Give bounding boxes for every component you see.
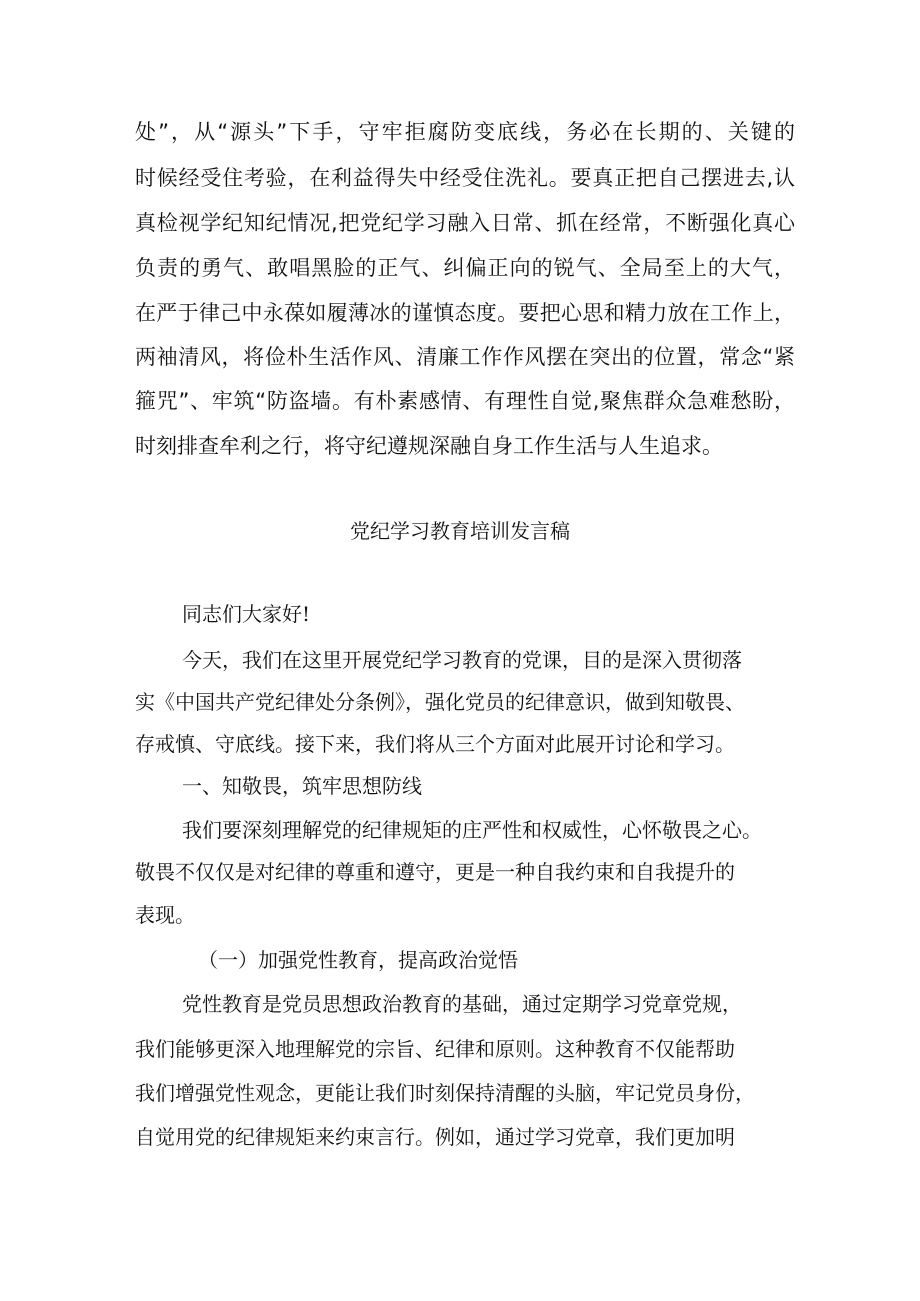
top-paragraph-line-1: 处”，从“源头”下手，守牢拒腐防变底线，务必在长期的、关键的 [135,120,795,144]
intro-paragraph-line-3: 存戒慎、守底线。接下来，我们将从三个方面对此展开讨论和学习。 [135,732,735,756]
top-paragraph-line-2: 时候经受住考验，在利益得失中经受住洗礼。要真正把自己摆进去,认 [135,166,795,190]
section-1-paragraph-line-1: 我们要深刻理解党的纪律规矩的庄严性和权威性，心怀敬畏之心。 [182,818,762,842]
section-1-paragraph-line-2: 敬畏不仅仅是对纪律的尊重和遵守，更是一种自我约束和自我提升的 [135,860,735,884]
speech-title: 党纪学习教育培训发言稿 [350,519,570,543]
top-paragraph-line-3: 真检视学纪知纪情况,把党纪学习融入日常、抓在经常，不断强化真心 [135,211,795,235]
top-paragraph-line-4: 负责的勇气、敢唱黑脸的正气、纠偏正向的锐气、全局至上的大气， [135,256,795,280]
section-1-paragraph-line-3: 表现。 [135,903,195,927]
top-paragraph-line-5: 在严于律己中永葆如履薄冰的谨慎态度。要把心思和精力放在工作上， [135,301,795,325]
greeting: 同志们大家好! [182,602,311,626]
top-paragraph-line-6: 两袖清风，将俭朴生活作风、清廉工作作风摆在突出的位置，常念“紧 [135,345,795,369]
subsection-1-heading: （一）加强党性教育，提高政治觉悟 [198,948,518,972]
subsection-1-paragraph-line-4: 自觉用党的纪律规矩来约束言行。例如，通过学习党章，我们更加明 [135,1125,735,1149]
subsection-1-paragraph-line-2: 我们能够更深入地理解党的宗旨、纪律和原则。这种教育不仅能帮助 [135,1037,735,1061]
intro-paragraph-line-1: 今天，我们在这里开展党纪学习教育的党课，目的是深入贯彻落 [182,648,742,672]
top-paragraph-line-8: 时刻排查牟利之行，将守纪遵规深融自身工作生活与人生追求。 [135,434,723,458]
section-1-heading: 一、知敬畏，筑牢思想防线 [182,774,422,798]
subsection-1-paragraph-line-1: 党性教育是党员思想政治教育的基础，通过定期学习党章党规， [182,992,742,1016]
intro-paragraph-line-2: 实《中国共产党纪律处分条例》，强化党员的纪律意识，做到知敬畏、 [135,690,745,714]
top-paragraph-line-7: 箍咒”、牢筑“防盗墙。有朴素感情、有理性自觉,聚焦群众急难愁盼， [135,389,795,413]
subsection-1-paragraph-line-3: 我们增强党性观念，更能让我们时刻保持清醒的头脑，牢记党员身份， [135,1081,755,1105]
